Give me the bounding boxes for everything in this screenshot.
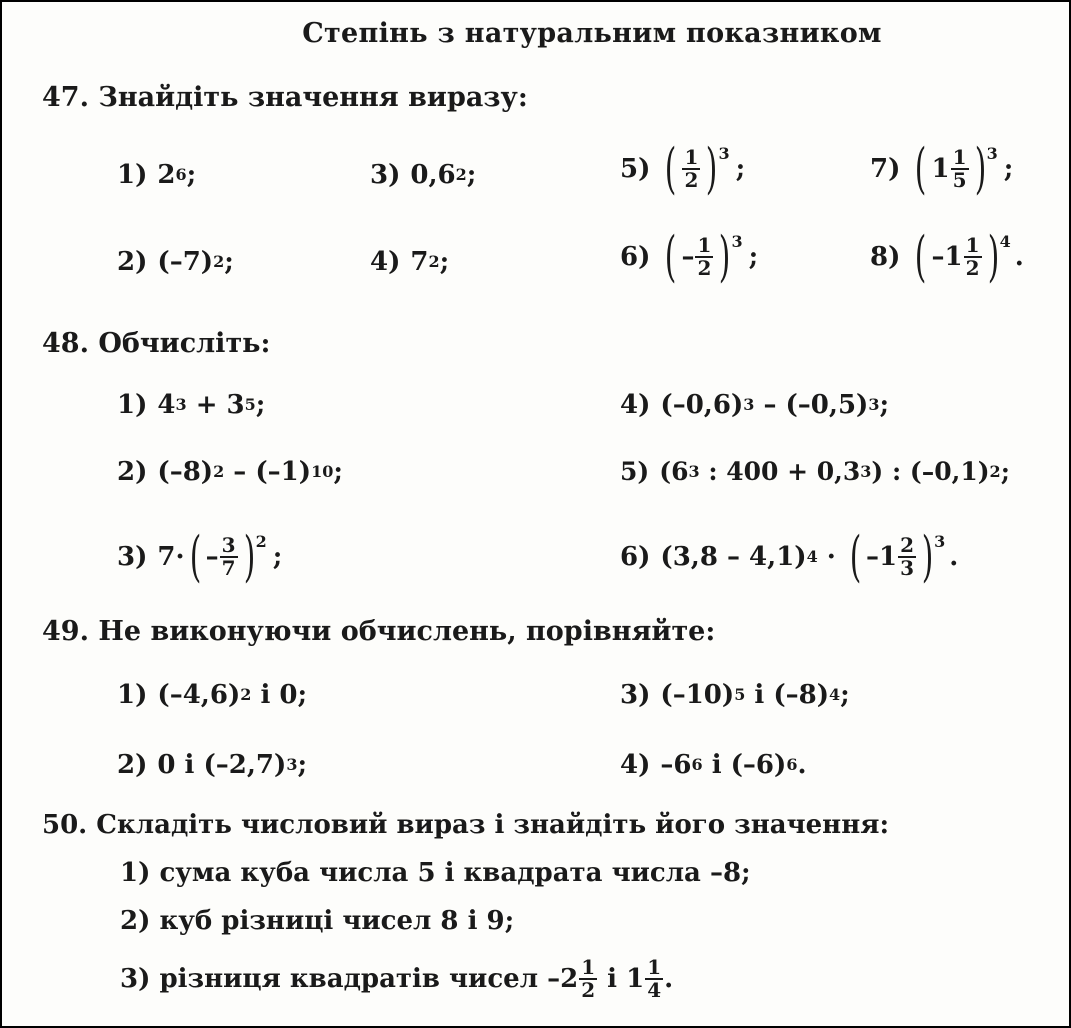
ex50-item-3 [120, 957, 673, 1001]
left-paren: ( [915, 225, 927, 288]
punct: ; [879, 390, 890, 420]
term: (–8) [773, 680, 830, 710]
item-label: 2) [117, 750, 148, 780]
item-label: 5) [620, 457, 650, 486]
exponent: 3 [934, 532, 946, 551]
numerator: 1 [965, 233, 980, 257]
numerator: 1 [647, 955, 662, 979]
exercise-number: 50. [42, 810, 88, 840]
term: (–4,6) [157, 680, 241, 710]
right-paren: ) [243, 525, 255, 588]
ex47-item-5 [620, 137, 746, 200]
term: і 0; [251, 680, 308, 710]
fraction [898, 535, 916, 579]
left-paren: ( [849, 525, 862, 588]
punct: ; [255, 390, 266, 420]
exponent: 3 [986, 144, 998, 163]
item-label: 8) [870, 242, 901, 272]
punct: ; [735, 154, 746, 184]
ex48-item-6: 6) (3,8 – 4,1) 4 · ( –1 $\frac{2}{3}$ ) 3 . [620, 525, 959, 588]
exercise-instruction: Знайдіть значення виразу: [98, 82, 528, 113]
punct: ; [1000, 457, 1010, 486]
whole-part: –1 [931, 242, 963, 272]
ex48-item-5: 5) (6 3 : 400 + 0,3 3 ) : (–0,1) 2 ; [620, 457, 1010, 486]
punct: ; [840, 680, 850, 710]
item-label: 4) [620, 750, 651, 780]
exercise-50-heading [42, 810, 889, 840]
ex50-item-1: 1) сума куба числа 5 і квадрата числа –8; [120, 858, 751, 888]
fraction [682, 147, 700, 191]
term: (–2,7) [203, 750, 287, 780]
term: (–1) [255, 457, 312, 487]
ex48-item-2: 2) (–8) 2 – (–1) 10 ; [117, 457, 343, 487]
base: (–7) [157, 247, 214, 277]
term: ) : (–0,1) [871, 457, 990, 486]
item-label: 3) [370, 160, 401, 190]
operator: – [224, 457, 256, 487]
denominator: 2 [684, 168, 699, 192]
right-paren: ) [974, 137, 986, 200]
exercise-48-heading [42, 328, 270, 359]
exercise-number: 49. [42, 616, 89, 647]
term: (6 [659, 457, 689, 486]
term: 3) різниця квадратів чисел –2 [120, 964, 579, 994]
exponent: 2 [255, 532, 267, 551]
term: і 1 [598, 964, 645, 994]
punct: . [797, 750, 807, 780]
item-label: 1) [117, 390, 148, 420]
ex49-item-1: 1) (–4,6) 2 і 0; [117, 680, 308, 710]
exercise-number: 48. [42, 328, 89, 359]
punct: . [1014, 242, 1024, 272]
ex48-item-3 [117, 525, 283, 588]
item-label: 1) [117, 680, 148, 710]
term: (3,8 – 4,1) [660, 542, 807, 572]
punct: ; [297, 750, 308, 780]
ex47-item-1: 1) 2 6 ; [117, 160, 197, 190]
fraction [695, 235, 713, 279]
denominator: 2 [697, 256, 712, 280]
right-paren: ) [987, 225, 999, 288]
fraction [645, 957, 663, 1001]
ex49-item-4: 4) –6 6 і (–6) 6 . [620, 750, 807, 780]
sign: – [681, 242, 695, 272]
ex47-item-2: 2) (–7) 2 ; [117, 247, 234, 277]
left-paren: ( [665, 225, 677, 288]
term: (–8) [157, 457, 214, 487]
term: : 400 + 0,3 [699, 457, 861, 486]
item-label: 3) [620, 680, 651, 710]
denominator: 4 [647, 978, 662, 1002]
page-title: Степінь з натуральним показником [302, 18, 882, 49]
punct: ; [1003, 154, 1014, 184]
exponent: 4 [999, 232, 1011, 251]
exponent: 3 [731, 232, 743, 251]
ex48-item-1: 1) 4 3 + 3 5 ; [117, 390, 266, 420]
denominator: 2 [965, 256, 980, 280]
denominator: 3 [900, 556, 914, 580]
numerator: 2 [900, 533, 914, 557]
punct: ; [466, 160, 477, 190]
ex50-item-2: 2) куб різниці чисел 8 і 9; [120, 906, 515, 936]
term: 7· [157, 542, 185, 572]
item-label: 2) [117, 457, 148, 487]
exercise-number: 47. [42, 82, 89, 113]
numerator: 1 [684, 145, 699, 169]
ex47-item-7 [870, 137, 1014, 200]
punct: . [664, 964, 674, 994]
term: (–0,6) [660, 390, 744, 420]
item-label: 2) [117, 247, 148, 277]
right-paren: ) [719, 225, 731, 288]
whole-part: 1 [931, 154, 950, 184]
whole-part: –1 [865, 542, 898, 572]
punct: ; [272, 542, 283, 572]
punct: . [949, 542, 959, 572]
term: і [702, 750, 731, 780]
item-label: 6) [620, 542, 651, 572]
operator: · [817, 542, 845, 572]
term: 4 [157, 390, 176, 420]
denominator: 7 [221, 556, 236, 580]
ex48-item-4: 4) (–0,6) 3 – (–0,5) 3 ; [620, 390, 890, 420]
item-label: 7) [870, 154, 901, 184]
fraction [951, 147, 969, 191]
ex47-item-3: 3) 0,6 2 ; [370, 160, 477, 190]
left-paren: ( [915, 137, 927, 200]
exponent: 3 [718, 144, 730, 163]
exercise-instruction: Складіть числовий вираз і знайдіть його значення: [96, 810, 890, 840]
punct: ; [439, 247, 450, 277]
ex49-item-3: 3) (–10) 5 і (–8) 4 ; [620, 680, 850, 710]
numerator: 1 [952, 145, 967, 169]
ex47-item-6 [620, 225, 759, 288]
item-label: 4) [620, 390, 651, 420]
term: (–10) [660, 680, 735, 710]
operator: + [186, 390, 227, 420]
item-label: 1) [117, 160, 148, 190]
punct: ; [224, 247, 234, 277]
right-paren: ) [706, 137, 718, 200]
numerator: 1 [697, 233, 712, 257]
numerator: 1 [581, 955, 596, 979]
fraction [964, 235, 982, 279]
sign: – [205, 542, 219, 572]
right-paren: ) [921, 525, 934, 588]
exercise-instruction: Обчисліть: [98, 328, 271, 359]
exercise-instruction: Не виконуючи обчислень, порівняйте: [98, 616, 716, 647]
numerator: 3 [221, 533, 236, 557]
term: (–6) [730, 750, 787, 780]
term: –6 [660, 750, 692, 780]
term: 0 і [157, 750, 204, 780]
term: 3 [226, 390, 245, 420]
exercise-47-heading [42, 82, 528, 113]
operator: – [754, 390, 786, 420]
left-paren: ( [665, 137, 677, 200]
punct: ; [186, 160, 197, 190]
base: 2 [157, 160, 176, 190]
item-label: 5) [620, 154, 651, 184]
exercise-49-heading [42, 616, 715, 647]
left-paren: ( [189, 525, 201, 588]
fraction [220, 535, 238, 579]
term: (–0,5) [785, 390, 869, 420]
term: і [745, 680, 774, 710]
base: 7 [410, 247, 429, 277]
item-label: 6) [620, 242, 651, 272]
base: 0,6 [410, 160, 456, 190]
ex47-item-4: 4) 7 2 ; [370, 247, 450, 277]
punct: ; [748, 242, 759, 272]
fraction [579, 957, 597, 1001]
punct: ; [333, 457, 343, 487]
item-label: 4) [370, 247, 401, 277]
denominator: 5 [952, 168, 967, 192]
item-label: 3) [117, 542, 148, 572]
ex49-item-2: 2) 0 і (–2,7) 3 ; [117, 750, 308, 780]
denominator: 2 [581, 978, 596, 1002]
ex47-item-8 [870, 225, 1024, 288]
